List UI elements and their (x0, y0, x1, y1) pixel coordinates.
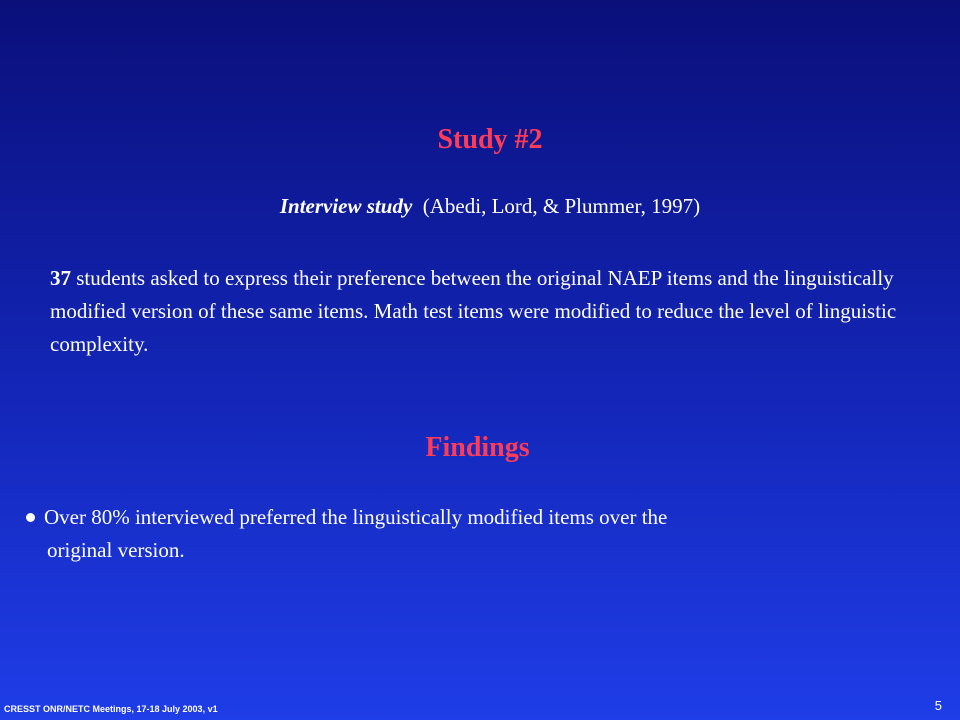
slide-title: Study #2 (437, 124, 543, 155)
study-type: Interview study (279, 194, 413, 218)
student-count: 37 (50, 266, 71, 290)
footer-text: CRESST ONR/NETC Meetings, 17-18 July 2003, v1 (4, 704, 218, 714)
study-subtitle (0, 194, 960, 219)
study-description-text: students asked to express their preference between the original NAEP items and the linguistically modified version of these same items. Math test items were modified to reduce the level of linguistic complexity. (50, 266, 897, 356)
finding-text-line1: Over 80% interviewed preferred the linguistically modified items over the (44, 505, 668, 529)
page-number: 5 (934, 698, 942, 713)
findings-title: Findings (425, 432, 530, 463)
finding-text-line2: original version. (47, 538, 185, 562)
study-citation: (Abedi, Lord, & Plummer, 1997) (422, 194, 701, 218)
study-description (50, 262, 945, 361)
bullet-dot-icon (26, 513, 35, 522)
finding-item (26, 501, 906, 567)
